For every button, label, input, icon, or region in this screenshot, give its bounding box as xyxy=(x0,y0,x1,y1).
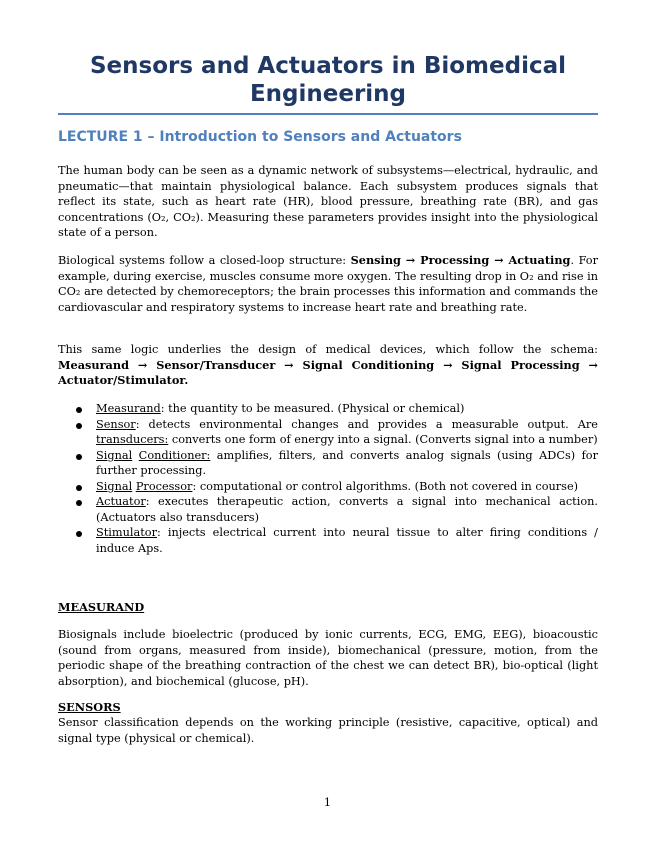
bullet-term: Stimulator xyxy=(96,526,157,539)
measurand-paragraph: Biosignals include bioelectric (produced by ionic currents, ECG, EMG, EEG), bioacoustic (sound from organs, measured from inside), biomechanical (pressure, motion, from the periodic shape of the breathing contraction of the chest we can detect BR), bio-optical (light absorption), and biochemical (glucose, pH). xyxy=(58,628,598,688)
schema-bold: Measurand → Sensor/Transducer → Signal Conditioning → Signal Processing → Actuator/Stimulator. xyxy=(58,357,598,387)
measurand-heading: MEASURAND xyxy=(58,600,145,614)
bullet-dot-icon xyxy=(76,500,82,506)
bullet-text: : executes therapeutic action, converts a signal into mechanical action. (Actuators also transducers) xyxy=(96,495,598,524)
closed-loop-paragraph xyxy=(58,253,598,315)
bullet-text: : detects environmental changes and provides a measurable output. Are xyxy=(135,417,598,431)
bullet-term: Measurand xyxy=(96,402,161,415)
closed-loop-bold: Sensing → Processing → Actuating xyxy=(350,253,571,267)
bullet-dot-icon xyxy=(76,407,82,413)
page-number: 1 xyxy=(323,796,332,809)
bullet-term: Signal xyxy=(96,448,133,462)
bullet-dot-icon xyxy=(76,531,82,537)
schema-paragraph xyxy=(58,342,598,389)
title-underline-rule xyxy=(58,113,598,115)
intro-paragraph: The human body can be seen as a dynamic network of subsystems—electrical, hydraulic, and pneumatic—that maintain physiological balance. Each subsystem produces signals that reflect its state, such as heart rate (HR), blood pressure, breathing rate (BR), and gas concentrations (O₂, CO₂). Measuring these parameters provides insight into the physiological state of a person. xyxy=(58,164,598,239)
document-title: Sensors and Actuators in Biomedical Engineering xyxy=(89,53,567,107)
lecture-heading: LECTURE 1 – Introduction to Sensors and Actuators xyxy=(58,129,462,145)
component-bullet-list xyxy=(58,401,598,556)
schema-text-start: This same logic underlies the design of medical devices, which follow the schema: xyxy=(58,343,598,356)
list-item xyxy=(58,494,598,525)
sensors-paragraph: Sensor classification depends on the working principle (resistive, capacitive, optical) and signal type (physical or chemical). xyxy=(58,716,598,745)
bullet-term: Signal xyxy=(96,479,133,493)
bullet-dot-icon xyxy=(76,485,82,491)
list-item xyxy=(58,401,598,417)
list-item xyxy=(58,448,598,479)
list-item xyxy=(58,417,598,448)
bullet-text: : computational or control algorithms. (Both not covered in course) xyxy=(192,479,579,493)
bullet-text: amplifies, filters, and converts analog signals (using ADCs) for further processing. xyxy=(96,448,598,477)
bullet-term: transducers: xyxy=(96,433,169,446)
bullet-text: : the quantity to be measured. (Physical or chemical) xyxy=(160,402,465,415)
closed-loop-text-end: . For example, during exercise, muscles consume more oxygen. The resulting drop in O₂ and rise in CO₂ are detected by chemoreceptors; the brain processes this information and commands the cardiovascular and respiratory systems to increase heart rate and breathing rate. xyxy=(58,254,598,314)
list-item xyxy=(58,525,598,556)
bullet-text: : injects electrical current into neural tissue to alter firing conditions / induce Aps. xyxy=(96,526,598,555)
bullet-term: Conditioner: xyxy=(138,448,211,462)
bullet-term: Processor xyxy=(135,479,193,493)
closed-loop-text-start: Biological systems follow a closed-loop structure: xyxy=(58,254,351,267)
bullet-dot-icon xyxy=(76,454,82,460)
bullet-term: Sensor xyxy=(96,417,136,431)
sensors-heading: SENSORS xyxy=(58,700,121,714)
list-item xyxy=(58,479,598,495)
bullet-term: Actuator xyxy=(96,495,146,508)
bullet-dot-icon xyxy=(76,423,82,429)
bullet-text: converts one form of energy into a signal. (Converts signal into a number) xyxy=(168,433,598,446)
